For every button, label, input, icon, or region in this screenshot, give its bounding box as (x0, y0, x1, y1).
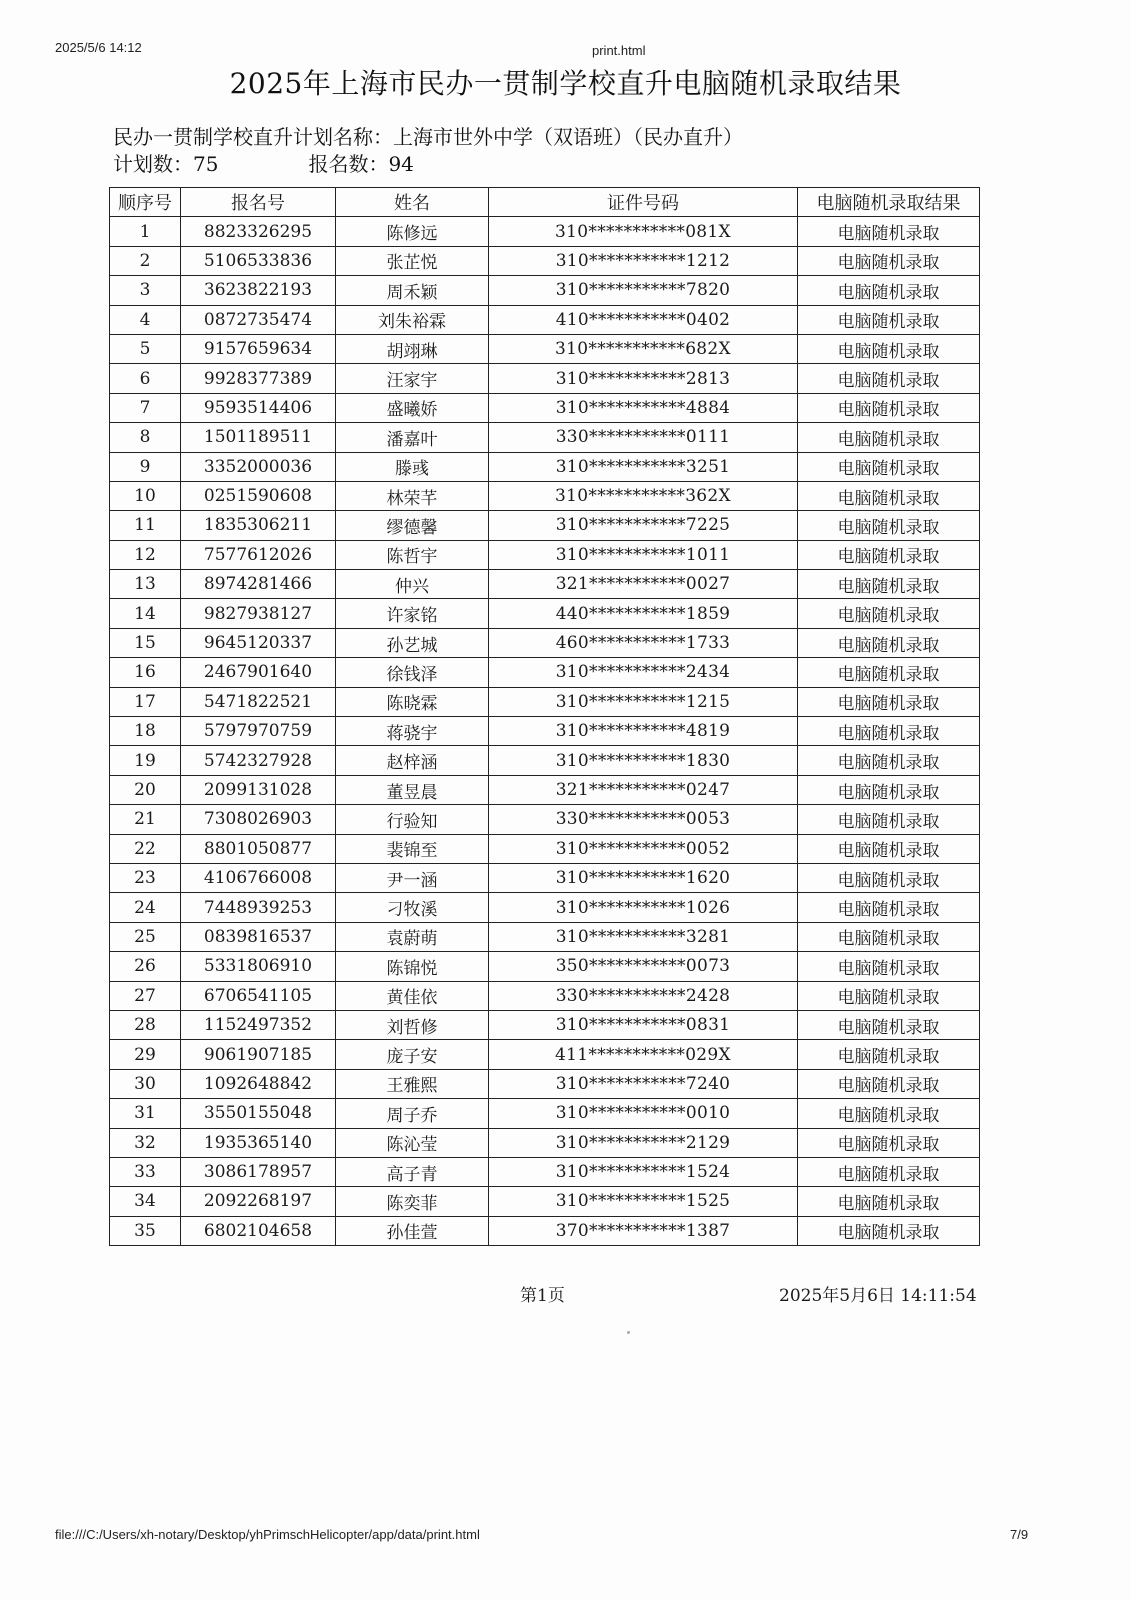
id-number-cell: 310***********2813 (489, 364, 798, 393)
id-number-cell: 310***********7240 (489, 1069, 798, 1098)
id-number-cell: 310***********1215 (489, 687, 798, 716)
name-cell: 周子乔 (336, 1099, 489, 1128)
seq-no-cell: 34 (110, 1187, 181, 1216)
table-row (110, 1040, 980, 1069)
application-no-cell: 6706541105 (181, 981, 336, 1010)
application-no-cell: 7448939253 (181, 893, 336, 922)
table-row (110, 893, 980, 922)
id-number-cell: 310***********081X (489, 217, 798, 246)
table-row (110, 981, 980, 1010)
table-row (110, 775, 980, 804)
table-row (110, 1069, 980, 1098)
table-row (110, 1157, 980, 1186)
seq-no-cell: 6 (110, 364, 181, 393)
result-cell: 电脑随机录取 (798, 364, 980, 393)
result-cell: 电脑随机录取 (798, 717, 980, 746)
result-cell: 电脑随机录取 (798, 1128, 980, 1157)
result-cell: 电脑随机录取 (798, 952, 980, 981)
header-name: 姓名 (336, 188, 489, 217)
application-no-cell: 8974281466 (181, 570, 336, 599)
seq-no-cell: 30 (110, 1069, 181, 1098)
plan-info (113, 124, 743, 178)
name-cell: 林荣芊 (336, 481, 489, 510)
name-cell: 张芷悦 (336, 246, 489, 275)
table-row (110, 511, 980, 540)
plan-name-line: 民办一贯制学校直升计划名称：上海市世外中学（双语班）（民办直升） (113, 125, 743, 149)
seq-no-cell: 14 (110, 599, 181, 628)
name-cell: 庞子安 (336, 1040, 489, 1069)
result-cell: 电脑随机录取 (798, 246, 980, 275)
name-cell: 周禾颖 (336, 276, 489, 305)
seq-no-cell: 7 (110, 393, 181, 422)
application-no-cell: 8801050877 (181, 834, 336, 863)
name-cell: 刁牧溪 (336, 893, 489, 922)
application-no-cell: 6802104658 (181, 1216, 336, 1245)
id-number-cell: 310***********1524 (489, 1157, 798, 1186)
result-cell: 电脑随机录取 (798, 746, 980, 775)
name-cell: 孙艺城 (336, 628, 489, 657)
result-cell: 电脑随机录取 (798, 599, 980, 628)
application-no-cell: 1152497352 (181, 1010, 336, 1039)
id-number-cell: 330***********2428 (489, 981, 798, 1010)
print-header-page-name: print.html (592, 43, 646, 58)
name-cell: 刘朱裕霖 (336, 305, 489, 334)
seq-no-cell: 24 (110, 893, 181, 922)
seq-no-cell: 27 (110, 981, 181, 1010)
application-no-cell: 0251590608 (181, 481, 336, 510)
name-cell: 袁蔚萌 (336, 922, 489, 951)
print-footer-url: file:///C:/Users/xh-notary/Desktop/yhPrimschHelicopter/app/data/print.html (55, 1527, 480, 1542)
seq-no-cell: 8 (110, 423, 181, 452)
id-number-cell: 310***********1011 (489, 540, 798, 569)
application-no-cell: 9061907185 (181, 1040, 336, 1069)
result-cell: 电脑随机录取 (798, 1216, 980, 1245)
name-cell: 尹一涵 (336, 863, 489, 892)
application-no-cell: 5331806910 (181, 952, 336, 981)
table-row (110, 481, 980, 510)
seq-no-cell: 9 (110, 452, 181, 481)
result-cell: 电脑随机录取 (798, 863, 980, 892)
application-no-cell: 9593514406 (181, 393, 336, 422)
application-no-cell: 9645120337 (181, 628, 336, 657)
seq-no-cell: 26 (110, 952, 181, 981)
result-cell: 电脑随机录取 (798, 481, 980, 510)
application-no-cell: 1501189511 (181, 423, 336, 452)
application-no-cell: 7308026903 (181, 805, 336, 834)
id-number-cell: 310***********362X (489, 481, 798, 510)
application-no-cell: 1935365140 (181, 1128, 336, 1157)
id-number-cell: 310***********7225 (489, 511, 798, 540)
result-cell: 电脑随机录取 (798, 1010, 980, 1039)
application-no-cell: 7577612026 (181, 540, 336, 569)
table-row (110, 1128, 980, 1157)
application-no-cell: 0839816537 (181, 922, 336, 951)
seq-no-cell: 4 (110, 305, 181, 334)
result-cell: 电脑随机录取 (798, 1157, 980, 1186)
id-number-cell: 310***********1620 (489, 863, 798, 892)
table-header-row (110, 188, 980, 217)
seq-no-cell: 1 (110, 217, 181, 246)
seq-no-cell: 22 (110, 834, 181, 863)
table-row (110, 1099, 980, 1128)
seq-no-cell: 32 (110, 1128, 181, 1157)
id-number-cell: 330***********0053 (489, 805, 798, 834)
application-no-cell: 3623822193 (181, 276, 336, 305)
table-row (110, 687, 980, 716)
result-cell: 电脑随机录取 (798, 628, 980, 657)
application-no-cell: 1092648842 (181, 1069, 336, 1098)
id-number-cell: 310***********682X (489, 334, 798, 363)
name-cell: 潘嘉叶 (336, 423, 489, 452)
result-cell: 电脑随机录取 (798, 658, 980, 687)
table-row (110, 334, 980, 363)
application-no-cell: 5742327928 (181, 746, 336, 775)
name-cell: 刘哲修 (336, 1010, 489, 1039)
table-row (110, 1187, 980, 1216)
id-number-cell: 411***********029X (489, 1040, 798, 1069)
table-row (110, 863, 980, 892)
name-cell: 仲兴 (336, 570, 489, 599)
seq-no-cell: 23 (110, 863, 181, 892)
result-cell: 电脑随机录取 (798, 922, 980, 951)
result-cell: 电脑随机录取 (798, 570, 980, 599)
id-number-cell: 321***********0247 (489, 775, 798, 804)
name-cell: 行验知 (336, 805, 489, 834)
table-row (110, 599, 980, 628)
seq-no-cell: 33 (110, 1157, 181, 1186)
table-row (110, 570, 980, 599)
id-number-cell: 310***********0052 (489, 834, 798, 863)
application-no-cell: 8823326295 (181, 217, 336, 246)
seq-no-cell: 29 (110, 1040, 181, 1069)
seq-no-cell: 5 (110, 334, 181, 363)
seq-no-cell: 25 (110, 922, 181, 951)
id-number-cell: 330***********0111 (489, 423, 798, 452)
seq-no-cell: 20 (110, 775, 181, 804)
id-number-cell: 321***********0027 (489, 570, 798, 599)
table-row (110, 540, 980, 569)
seq-no-cell: 19 (110, 746, 181, 775)
table-row (110, 1010, 980, 1039)
result-cell: 电脑随机录取 (798, 511, 980, 540)
header-application-no: 报名号 (181, 188, 336, 217)
id-number-cell: 310***********1212 (489, 246, 798, 275)
result-cell: 电脑随机录取 (798, 217, 980, 246)
result-cell: 电脑随机录取 (798, 687, 980, 716)
application-no-cell: 5471822521 (181, 687, 336, 716)
table-row (110, 217, 980, 246)
seq-no-cell: 2 (110, 246, 181, 275)
id-number-cell: 310***********1525 (489, 1187, 798, 1216)
name-cell: 陈锦悦 (336, 952, 489, 981)
seq-no-cell: 11 (110, 511, 181, 540)
seq-no-cell: 3 (110, 276, 181, 305)
seq-no-cell: 10 (110, 481, 181, 510)
seq-no-cell: 28 (110, 1010, 181, 1039)
name-cell: 盛曦娇 (336, 393, 489, 422)
name-cell: 陈修远 (336, 217, 489, 246)
seq-no-cell: 31 (110, 1099, 181, 1128)
result-cell: 电脑随机录取 (798, 981, 980, 1010)
result-cell: 电脑随机录取 (798, 452, 980, 481)
id-number-cell: 440***********1859 (489, 599, 798, 628)
result-cell: 电脑随机录取 (798, 1187, 980, 1216)
name-cell: 王雅熙 (336, 1069, 489, 1098)
document-title: 2025年上海市民办一贯制学校直升电脑随机录取结果 (229, 67, 902, 100)
name-cell: 赵梓涵 (336, 746, 489, 775)
id-number-cell: 310***********0010 (489, 1099, 798, 1128)
id-number-cell: 460***********1733 (489, 628, 798, 657)
name-cell: 蒋骁宇 (336, 717, 489, 746)
header-result: 电脑随机录取结果 (798, 188, 980, 217)
result-cell: 电脑随机录取 (798, 423, 980, 452)
table-row (110, 276, 980, 305)
table-row (110, 717, 980, 746)
table-row (110, 834, 980, 863)
name-cell: 孙佳萱 (336, 1216, 489, 1245)
id-number-cell: 310***********4884 (489, 393, 798, 422)
id-number-cell: 310***********3251 (489, 452, 798, 481)
id-number-cell: 310***********7820 (489, 276, 798, 305)
seq-no-cell: 17 (110, 687, 181, 716)
header-id-number: 证件号码 (489, 188, 798, 217)
application-no-cell: 9827938127 (181, 599, 336, 628)
name-cell: 汪家宇 (336, 364, 489, 393)
seq-no-cell: 16 (110, 658, 181, 687)
print-timestamp: 2025年5月6日 14:11:54 (779, 1286, 977, 1306)
result-cell: 电脑随机录取 (798, 893, 980, 922)
id-number-cell: 310***********1026 (489, 893, 798, 922)
table-row (110, 746, 980, 775)
name-cell: 高子青 (336, 1157, 489, 1186)
result-cell: 电脑随机录取 (798, 775, 980, 804)
table-row (110, 628, 980, 657)
seq-no-cell: 18 (110, 717, 181, 746)
table-row (110, 1216, 980, 1245)
header-seq-no: 顺序号 (110, 188, 181, 217)
id-number-cell: 410***********0402 (489, 305, 798, 334)
seq-no-cell: 13 (110, 570, 181, 599)
seq-no-cell: 12 (110, 540, 181, 569)
application-no-cell: 9157659634 (181, 334, 336, 363)
table-row (110, 952, 980, 981)
table-row (110, 393, 980, 422)
table-body (110, 217, 980, 1246)
table-row (110, 246, 980, 275)
name-cell: 缪德馨 (336, 511, 489, 540)
application-no-cell: 9928377389 (181, 364, 336, 393)
table-row (110, 805, 980, 834)
application-no-cell: 1835306211 (181, 511, 336, 540)
name-cell: 陈奕菲 (336, 1187, 489, 1216)
page-number: 第1页 (520, 1286, 565, 1306)
id-number-cell: 310***********1830 (489, 746, 798, 775)
result-cell: 电脑随机录取 (798, 276, 980, 305)
name-cell: 徐钱泽 (336, 658, 489, 687)
id-number-cell: 310***********2129 (489, 1128, 798, 1157)
seq-no-cell: 21 (110, 805, 181, 834)
table-row (110, 452, 980, 481)
name-cell: 陈哲宇 (336, 540, 489, 569)
id-number-cell: 310***********4819 (489, 717, 798, 746)
table-row (110, 922, 980, 951)
result-cell: 电脑随机录取 (798, 834, 980, 863)
application-no-cell: 0872735474 (181, 305, 336, 334)
name-cell: 滕彧 (336, 452, 489, 481)
admission-results-table (109, 187, 980, 1246)
seq-no-cell: 35 (110, 1216, 181, 1245)
application-no-cell: 4106766008 (181, 863, 336, 892)
id-number-cell: 370***********1387 (489, 1216, 798, 1245)
result-cell: 电脑随机录取 (798, 1099, 980, 1128)
result-cell: 电脑随机录取 (798, 393, 980, 422)
result-cell: 电脑随机录取 (798, 334, 980, 363)
print-header-datetime: 2025/5/6 14:12 (55, 40, 142, 55)
scan-speck (627, 1331, 630, 1334)
result-cell: 电脑随机录取 (798, 540, 980, 569)
id-number-cell: 350***********0073 (489, 952, 798, 981)
table-row (110, 364, 980, 393)
table-row (110, 305, 980, 334)
application-no-cell: 5797970759 (181, 717, 336, 746)
application-no-cell: 3550155048 (181, 1099, 336, 1128)
name-cell: 胡翊琳 (336, 334, 489, 363)
name-cell: 陈沁莹 (336, 1128, 489, 1157)
result-cell: 电脑随机录取 (798, 1069, 980, 1098)
id-number-cell: 310***********0831 (489, 1010, 798, 1039)
id-number-cell: 310***********3281 (489, 922, 798, 951)
name-cell: 董昱晨 (336, 775, 489, 804)
result-cell: 电脑随机录取 (798, 805, 980, 834)
application-no-cell: 2092268197 (181, 1187, 336, 1216)
name-cell: 裴锦至 (336, 834, 489, 863)
result-cell: 电脑随机录取 (798, 1040, 980, 1069)
application-no-cell: 5106533836 (181, 246, 336, 275)
plan-count: 计划数：75 (113, 152, 219, 176)
result-cell: 电脑随机录取 (798, 305, 980, 334)
application-no-cell: 2467901640 (181, 658, 336, 687)
id-number-cell: 310***********2434 (489, 658, 798, 687)
application-no-cell: 3352000036 (181, 452, 336, 481)
applicant-count: 报名数：94 (308, 152, 414, 176)
application-no-cell: 2099131028 (181, 775, 336, 804)
table-row (110, 658, 980, 687)
name-cell: 陈晓霖 (336, 687, 489, 716)
print-footer-page-count: 7/9 (1010, 1527, 1029, 1542)
table-row (110, 423, 980, 452)
application-no-cell: 3086178957 (181, 1157, 336, 1186)
name-cell: 许家铭 (336, 599, 489, 628)
seq-no-cell: 15 (110, 628, 181, 657)
plan-count-line (113, 151, 743, 178)
name-cell: 黄佳依 (336, 981, 489, 1010)
